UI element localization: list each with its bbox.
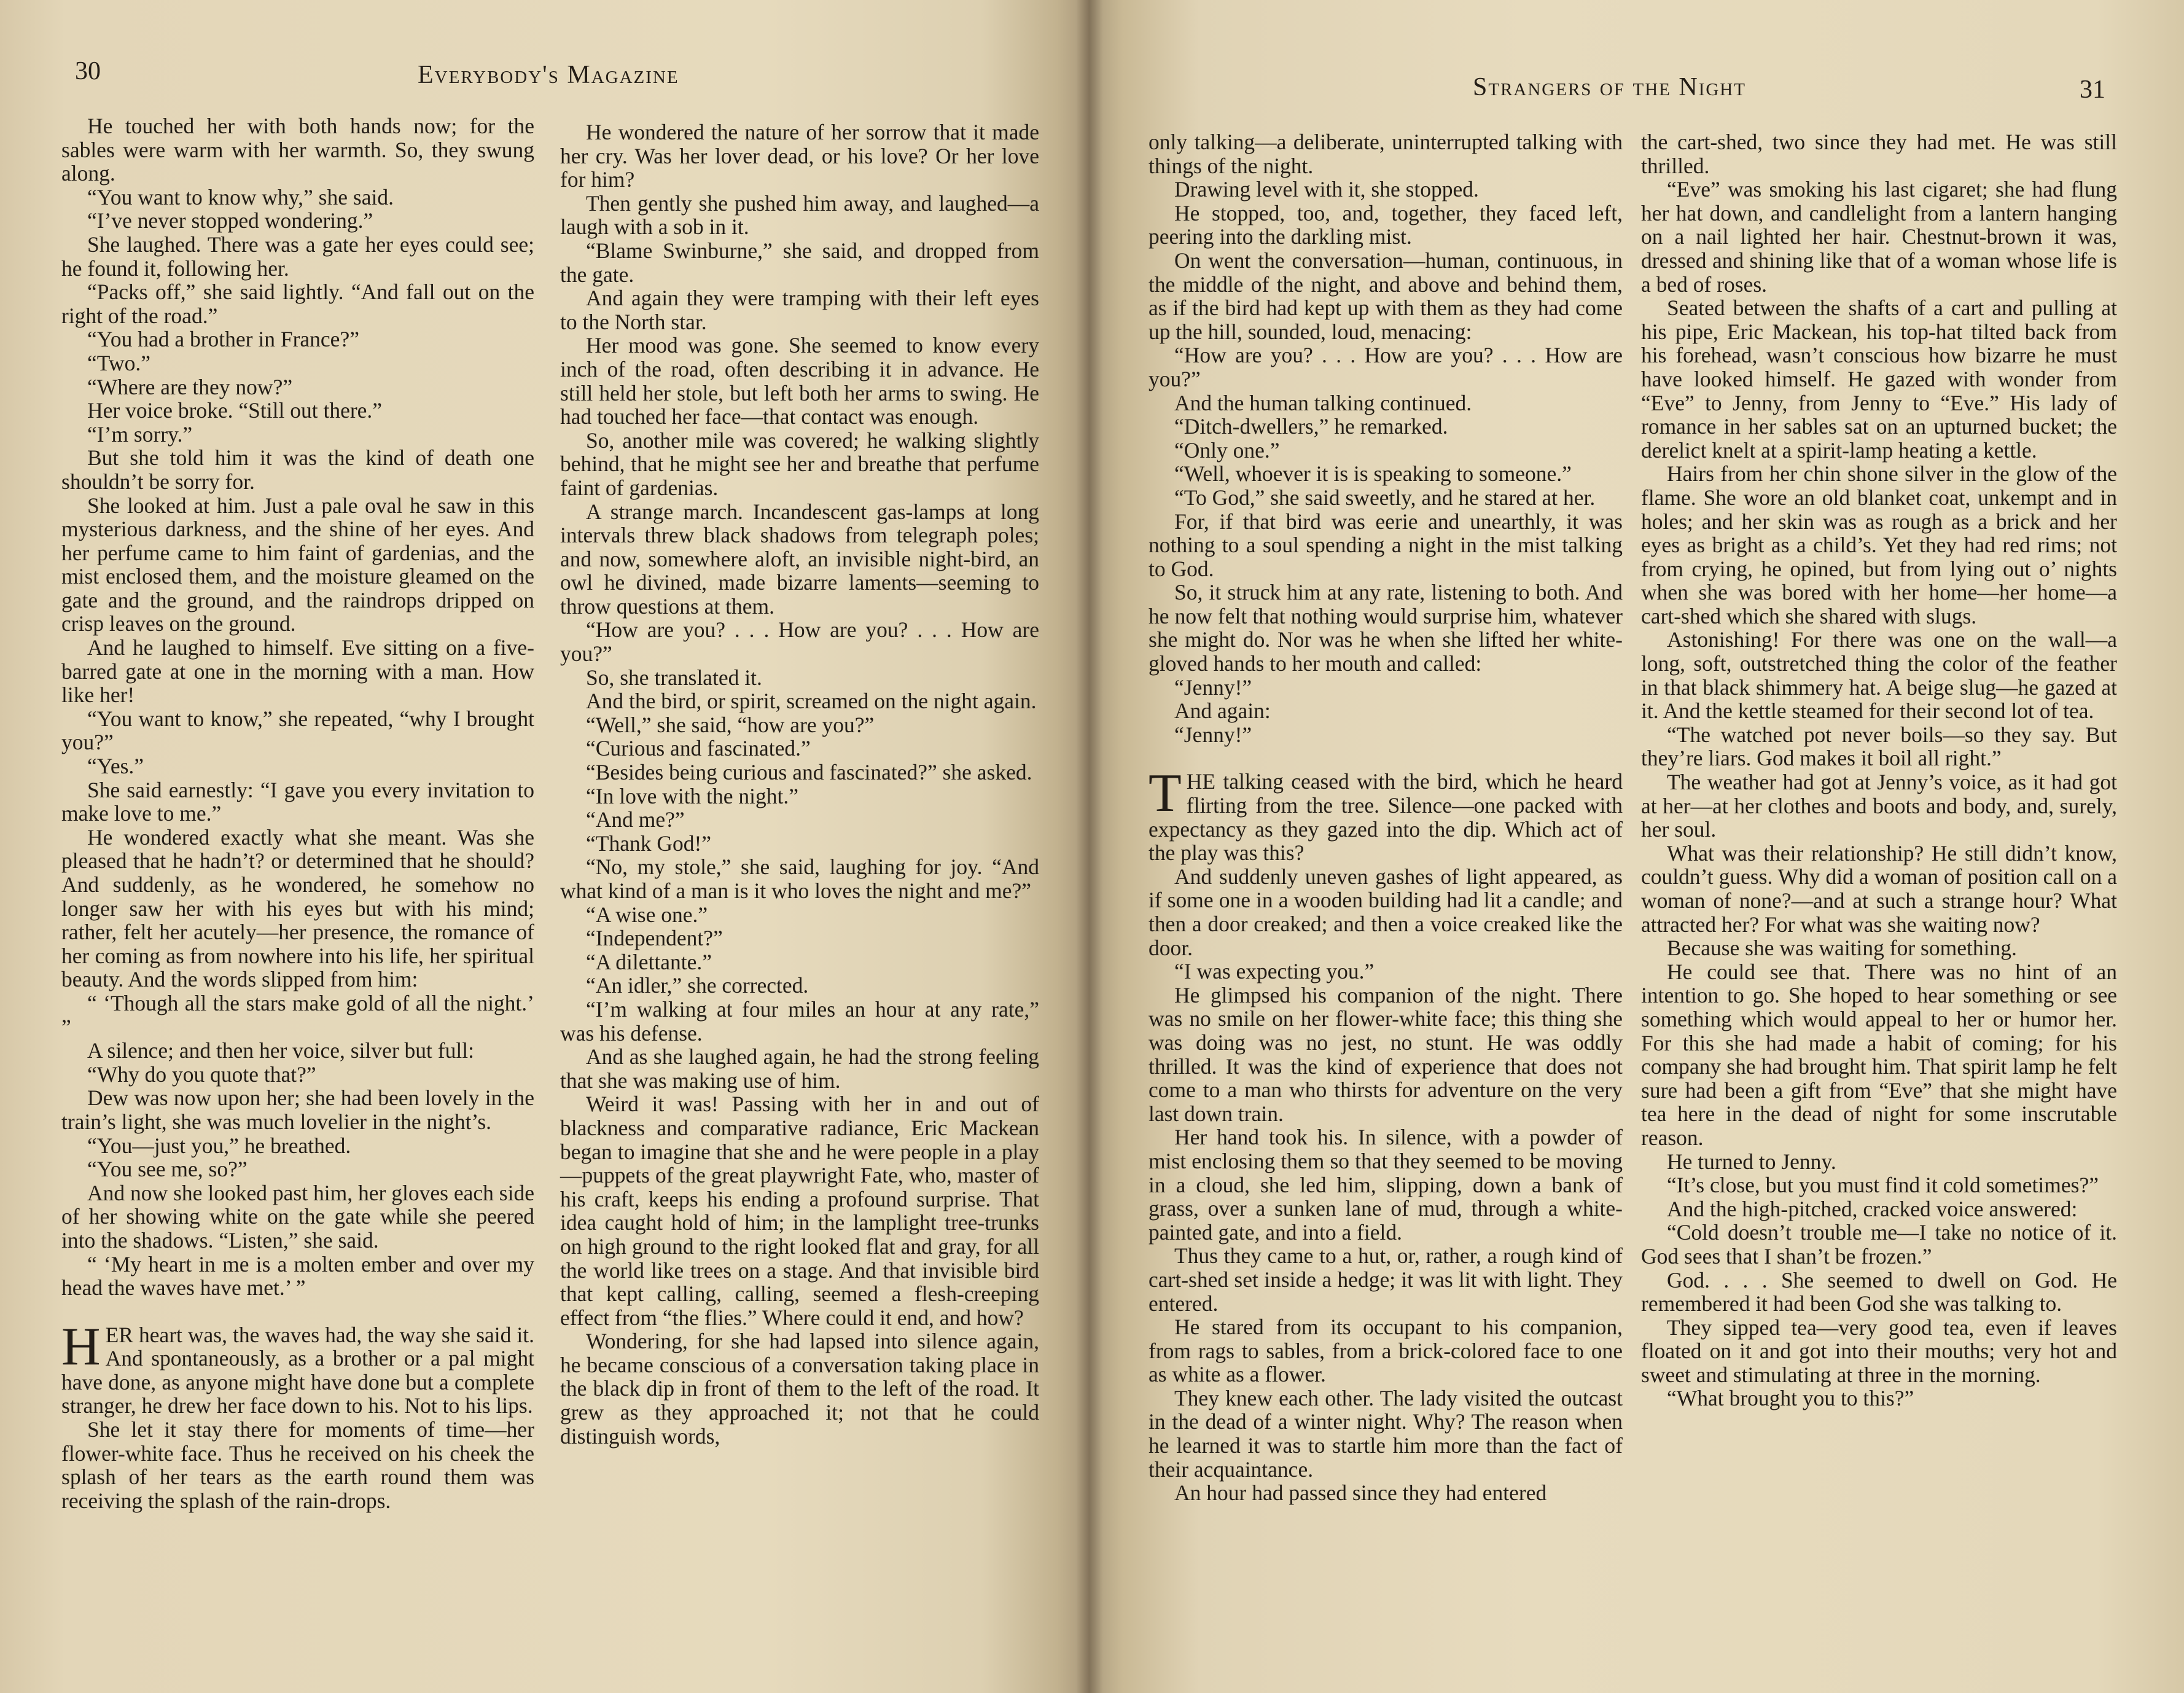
paragraph: “An idler,” she corrected. xyxy=(586,973,809,998)
paragraph: Then gently she pushed him away, and laughed—a laugh with a sob in it. xyxy=(560,190,1039,240)
right-col1-tail xyxy=(1149,865,1623,1505)
right-page xyxy=(1090,0,2184,1693)
paragraph: “Why do you quote that?” xyxy=(87,1062,316,1087)
paragraph: only talking—a deliberate, uninterrupted talking with things of the night. xyxy=(1149,130,1623,178)
paragraph: “In love with the night.” xyxy=(586,783,799,808)
paragraph: And the human talking continued. xyxy=(1174,390,1472,415)
paragraph: “Jenny!” xyxy=(1174,722,1252,747)
paragraph: And the high-pitched, cracked voice answered: xyxy=(1667,1196,2078,1221)
paragraph: Wondering, for she had lapsed into silence again, he became conscious of a conversation taking place in the black dip in front of them to the left of the road. It grew as they approached it; not that he could distinguish words, xyxy=(560,1329,1039,1449)
left-page-column-1 xyxy=(61,114,534,1512)
paragraph: Dew was now upon her; she had been lovely in the train’s light, she was much lovelier in the night’s. xyxy=(61,1085,534,1134)
paragraph: “Curious and fascinated.” xyxy=(586,736,811,761)
paragraph: “What brought you to this?” xyxy=(1667,1386,1914,1411)
right-col1-paragraphs xyxy=(1149,130,1623,746)
right-col2-paragraphs xyxy=(1641,130,2117,1410)
paragraph: “I’ve never stopped wondering.” xyxy=(87,208,373,233)
drop-cap-text-right: HE talking ceased with the bird, which he heard flirting from the tree. Silence—one packed with expectancy as they gazed into the dip. Which act of the play was this? xyxy=(1149,769,1623,866)
paragraph: “The watched pot never boils—so they say. But they’re liars. God makes it boil all right.” xyxy=(1641,722,2117,771)
paragraph: On went the conversation—human, continuous, in the middle of the night, and above and behind them, as if the bird had kept up with them as they had come up the hill, sounded, loud, menacing: xyxy=(1149,248,1623,344)
paragraph: They knew each other. The lady visited the outcast in the dead of a winter night. Why? The reason when he learned it was to startle him more than the fact of their acquaintance. xyxy=(1149,1385,1623,1482)
paragraph: They sipped tea—very good tea, even if leaves floated on it and got into their mouths; very hot and sweet and stimulating at three in the morning. xyxy=(1641,1315,2117,1387)
paragraph: “Two.” xyxy=(87,350,150,375)
paragraph: “And me?” xyxy=(586,807,685,832)
drop-cap-t: T xyxy=(1149,764,1182,824)
paragraph: What was their relationship? He still didn’t know, couldn’t guess. Why did a woman of position call on a woman of none?—and at such a strange hour? What attracted her? For what was she waiting now? xyxy=(1641,840,2117,937)
paragraph: She laughed. There was a gate her eyes could see; he found it, following her. xyxy=(61,232,534,281)
drop-cap-h: H xyxy=(61,1316,101,1377)
paragraph: So, she translated it. xyxy=(586,665,762,690)
paragraph: God. . . . She seemed to dwell on God. He remembered it had been God she was talking to. xyxy=(1641,1267,2117,1316)
left-page-column-2 xyxy=(560,120,1039,1448)
paragraph: He stopped, too, and, together, they faced left, peering into the darkling mist. xyxy=(1149,200,1623,249)
paragraph: “Packs off,” she said lightly. “And fall out on the right of the road.” xyxy=(61,280,534,328)
paragraph: Her voice broke. “Still out there.” xyxy=(87,398,383,423)
page-number-right: 31 xyxy=(2080,76,2105,104)
paragraph: He wondered exactly what she meant. Was she pleased that he hadn’t? or determined that he should? And suddenly, as he wondered, he somehow no longer saw her with his eyes but with his mind; rather, felt her acutely—her presence, the romance of her coming as from nowhere into his life, her spiritual beauty. And the words slipped from him: xyxy=(61,824,534,992)
paragraph: And suddenly uneven gashes of light appeared, as if some one in a wooden building had lit a candle; and then a door creaked; and then a voice creaked like the door. xyxy=(1149,864,1623,960)
paragraph: “Besides being curious and fascinated?” she asked. xyxy=(586,760,1032,785)
paragraph: But she told him it was the kind of death one shouldn’t be sorry for. xyxy=(61,445,534,494)
paragraph: “Where are they now?” xyxy=(87,374,293,399)
paragraph: Astonishing! For there was one on the wall—a long, soft, outstretched thing the color of the feather in that black shimmery hat. A beige slug—he gazed at it. And the kettle steamed for their second lot of tea. xyxy=(1641,627,2117,724)
paragraph: She said earnestly: “I gave you every invitation to make love to me.” xyxy=(61,777,534,826)
paragraph: An hour had passed since they had entered xyxy=(1174,1480,1547,1506)
paragraph: Seated between the shafts of a cart and pulling at his pipe, Eric Mackean, his top-hat tilted back from his forehead, wasn’t conscious how bizarre he must have looked himself. He gazed with wonder from “Eve” to Jenny, from Jenny to “Eve.” His lady of romance in her sables sat on an upturned bucket; the derelict knelt at a spirit-lamp heating a kettle. xyxy=(1641,295,2117,463)
paragraph: A strange march. Incandescent gas-lamps at long intervals threw black shadows from telegraph poles; and now, somewhere aloft, an invisible night-bird, an owl he divined, made bizarre laments—seeming to throw questions at them. xyxy=(560,499,1039,619)
paragraph: “ ‘Though all the stars make gold of all the night.’ ” xyxy=(61,990,534,1039)
paragraph: “Well, whoever it is is speaking to someone.” xyxy=(1174,461,1572,487)
paragraph: “Only one.” xyxy=(1174,437,1280,463)
paragraph: “Thank God!” xyxy=(586,831,712,856)
paragraph: “How are you? . . . How are you? . . . How are you?” xyxy=(1149,343,1623,391)
page-number-left: 30 xyxy=(75,57,101,85)
paragraph: Her hand took his. In silence, with a powder of mist enclosing them so that they seemed to be moving in a cloud, she led him, slipping, down a bank of grass, over a sunken lane of mud, through a white-painted gate, and into a field. xyxy=(1149,1125,1623,1245)
paragraph: He wondered the nature of her sorrow that it made her cry. Was her lover dead, or his love? Or her love for him? xyxy=(560,120,1039,192)
right-page-column-2 xyxy=(1641,130,2117,1410)
paragraph: “I’m walking at four miles an hour at any rate,” was his defense. xyxy=(560,996,1039,1046)
paragraph: “Well,” she said, “how are you?” xyxy=(586,712,875,737)
paragraph: And now she looked past him, her gloves each side of her showing white on the gate while she peered into the shadows. “Listen,” she said. xyxy=(61,1180,534,1253)
paragraph: “You—just you,” he breathed. xyxy=(87,1133,351,1158)
paragraph: “To God,” she said sweetly, and he stared at her. xyxy=(1174,485,1596,510)
running-head-right xyxy=(1473,72,1746,102)
paragraph: Because she was waiting for something. xyxy=(1667,936,2017,961)
left-page xyxy=(0,0,1090,1693)
paragraph: Her mood was gone. She seemed to know every inch of the road, often describing it in advance. He still held her stole, but left both her arms to swing. He had touched her face—that contact was enough. xyxy=(560,333,1039,429)
paragraph: “I was expecting you.” xyxy=(1174,959,1375,984)
book-gutter xyxy=(1076,0,1103,1693)
paragraph: “You want to know why,” she said. xyxy=(87,184,394,209)
paragraph: “Cold doesn’t trouble me—I take no notice of it. God sees that I shan’t be frozen.” xyxy=(1641,1220,2117,1269)
paragraph: And again they were tramping with their left eyes to the North star. xyxy=(560,286,1039,334)
running-head-left xyxy=(418,60,679,90)
paragraph: And he laughed to himself. Eve sitting on a five-barred gate at one in the morning with a man. How like her! xyxy=(61,635,534,708)
paragraph: “Ditch-dwellers,” he remarked. xyxy=(1174,414,1448,439)
running-head-left-text: Everybody's Magazine xyxy=(418,61,679,89)
paragraph: He touched her with both hands now; for the sables were warm with her warmth. So, they swung along. xyxy=(61,114,534,186)
paragraph: “You had a brother in France?” xyxy=(87,327,359,352)
paragraph: Drawing level with it, she stopped. xyxy=(1174,177,1479,202)
paragraph: “ ‘My heart in me is a molten ember and over my head the waves have met.’ ” xyxy=(61,1251,534,1300)
right-page-column-1 xyxy=(1149,130,1623,1505)
paragraph: “How are you? . . . How are you? . . . How are you?” xyxy=(560,617,1039,667)
paragraph: “You want to know,” she repeated, “why I brought you?” xyxy=(61,706,534,755)
section-break-paragraph xyxy=(61,1316,534,1418)
paragraph: She looked at him. Just a pale oval he saw in this mysterious darkness, and the shine of her eyes. And her perfume came to him faint of gardenias, and the mist enclosed them, and the moisture gleamed on the gate and the ground, and the raindrops dripped on crisp leaves on the ground. xyxy=(61,493,534,636)
paragraph: For, if that bird was eerie and unearthly, it was nothing to a soul spending a night in the mist talking to God. xyxy=(1149,509,1623,581)
section-break-paragraph-right xyxy=(1149,764,1623,866)
paragraph: He could see that. There was no hint of an intention to go. She hoped to hear something or see something which would appeal to her or humor her. For this she had made a habit of coming; for his company she had brought him. That spirit lamp he felt sure had been a gift from “Eve” that she might have tea here in the dead of night for some inscrutable reason. xyxy=(1641,959,2117,1150)
paragraph: “Eve” was smoking his last cigaret; she had flung her hat down, and candlelight from a lantern hanging on a nail lighted her hair. Chestnut-brown it was, dressed and shining like that of a woman whose life is a bed of roses. xyxy=(1641,177,2117,297)
running-head-right-text: Strangers of the Night xyxy=(1473,73,1746,101)
drop-cap-text: ER heart was, the waves had, the way she said it. And spontaneously, as a brother or a pal might have done, as anyone might have done but a complete stranger, he drew her face down to his. Not to his lips. xyxy=(61,1322,534,1418)
paragraph: “A dilettante.” xyxy=(586,949,712,974)
paragraph: the cart-shed, two since they had met. He was still thrilled. xyxy=(1641,130,2117,178)
paragraph: “No, my stole,” she said, laughing for joy. “And what kind of a man is it who loves the night and me?” xyxy=(560,854,1039,903)
paragraph: “Independent?” xyxy=(586,926,723,951)
paragraph: “Yes.” xyxy=(87,754,144,779)
paragraph: Hairs from her chin shone silver in the glow of the flame. She wore an old blanket coat, unkempt and in holes; and her skin was as rough as a brick and her eyes as bright as a child’s. Yet they had red rims; not from crying, he opined, but from lying out o’ nights when she was bored with her home—her home—a cart-shed which she shared with slugs. xyxy=(1641,461,2117,628)
paragraph: “I’m sorry.” xyxy=(87,421,193,447)
paragraph: The weather had got at Jenny’s voice, as it had got at her—at her clothes and boots and body, and, surely, her soul. xyxy=(1641,770,2117,842)
left-col2-paragraphs xyxy=(560,120,1039,1448)
paragraph: So, it struck him at any rate, listening to both. And he now felt that nothing would surprise him, whatever she might do. Nor was he when she lifted her white-gloved hands to her mouth and called: xyxy=(1149,580,1623,676)
paragraph: She let it stay there for moments of time—her flower-white face. Thus he received on his cheek the splash of her tears as the earth round them was receiving the splash of the rain-drops. xyxy=(61,1417,534,1513)
paragraph: “Jenny!” xyxy=(1174,674,1252,700)
paragraph: So, another mile was covered; he walking slightly behind, that he might see her and breathe that perfume faint of gardenias. xyxy=(560,428,1039,500)
paragraph: “A wise one.” xyxy=(586,902,708,927)
left-col1-paragraphs xyxy=(61,114,534,1300)
paragraph: Weird it was! Passing with her in and out of blackness and comparative radiance, Eric Mackean began to imagine that she and he were people in a play—puppets of the great playwright Fate, who, master of his craft, keeps his ending a profound surprise. That idea caught hold of him; in the lamplight tree-trunks on high ground to the right looked flat and gray, for all the world like trees on a stage. And that invisible bird that kept calling, calling, seemed a flesh-creeping effect from “the flies.” Where could it end, and how? xyxy=(560,1092,1039,1330)
paragraph: A silence; and then her voice, silver but full: xyxy=(87,1038,474,1063)
paragraph: “You see me, so?” xyxy=(87,1157,248,1182)
paragraph: He glimpsed his companion of the night. There was no smile on her flower-white face; this thing she was doing was no jest, no stunt. He was oddly thrilled. It was the kind of experience that does not come to a man who thirsts for adventure on the very last down train. xyxy=(1149,982,1623,1126)
paragraph: “Blame Swinburne,” she said, and dropped from the gate. xyxy=(560,238,1039,287)
paragraph: He turned to Jenny. xyxy=(1667,1149,1836,1174)
left-col1-tail xyxy=(61,1418,534,1512)
paragraph: And again: xyxy=(1174,698,1271,724)
paragraph: And the bird, or spirit, screamed on the night again. xyxy=(586,689,1037,714)
paragraph: “It’s close, but you must find it cold sometimes?” xyxy=(1667,1173,2099,1198)
paragraph: Thus they came to a hut, or, rather, a rough kind of cart-shed set inside a hedge; it was lit with light. They entered. xyxy=(1149,1243,1623,1316)
paragraph: He stared from its occupant to his companion, from rags to sables, from a brick-colored face to one as white as a flower. xyxy=(1149,1315,1623,1387)
paragraph: And as she laughed again, he had the strong feeling that she was making use of him. xyxy=(560,1044,1039,1093)
